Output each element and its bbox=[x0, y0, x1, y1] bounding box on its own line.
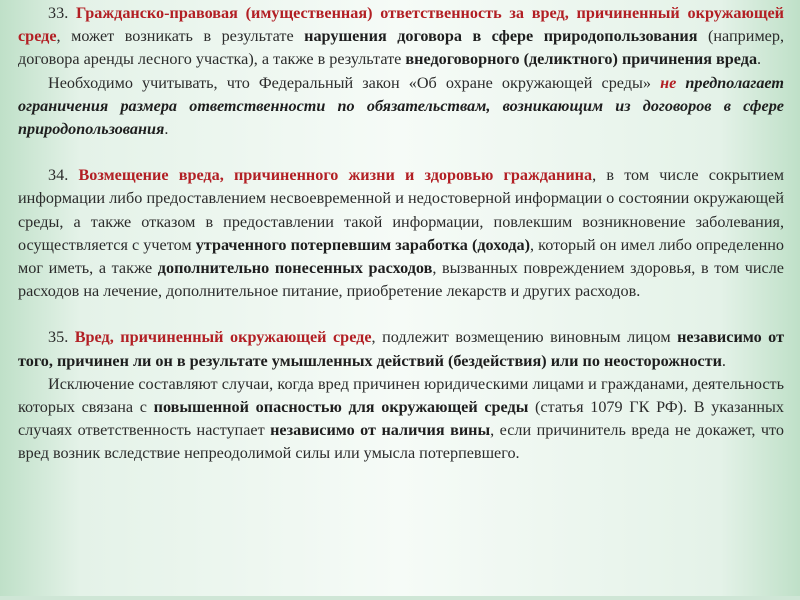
bold-term: внедоговорного (деликтного) причинения вреда bbox=[405, 50, 758, 69]
spacer bbox=[18, 141, 784, 164]
item-number: 33. bbox=[48, 4, 77, 22]
paragraph-33 bbox=[18, 2, 784, 72]
bold-term: независимо от наличия вины bbox=[270, 421, 491, 440]
text: . bbox=[164, 120, 169, 139]
text: (например, договора аренды лесного участка), а также в результате bbox=[18, 27, 785, 69]
text: , может возникать в результате bbox=[56, 27, 305, 46]
spacer bbox=[18, 303, 784, 326]
item-number: 34. bbox=[48, 166, 79, 185]
highlight-term: Гражданско-правовая (имущественная) ответственность за вред, причиненный окружающей среде bbox=[18, 4, 784, 46]
text: Исключение составляют случаи, когда вред причинен юридическими лицами и гражданами, деятельность которых связана с bbox=[18, 374, 784, 417]
text: Необходимо учитывать, что Федеральный закон «Об охране окружающей среды» bbox=[48, 73, 661, 92]
bold-term: повышенной опасностью для окружающей среды bbox=[153, 398, 529, 417]
bold-term: дополнительно понесенных расходов bbox=[157, 259, 433, 278]
paragraph-34 bbox=[18, 164, 784, 303]
bold-term: утраченного потерпевшим заработка (дохода) bbox=[195, 235, 531, 254]
bottom-edge bbox=[0, 596, 800, 600]
text: , который он имел либо определенно мог иметь, а также bbox=[18, 235, 784, 278]
highlight-term: Вред, причиненный окружающей среде bbox=[74, 328, 372, 347]
text: , вызванных повреждением здоровья, в том числе расходов на лечение, дополнительное питание, приобретение лекарств и других расходов. bbox=[18, 259, 784, 301]
text: (статья 1079 ГК РФ). В указанных случаях ответственность наступает bbox=[18, 398, 784, 440]
paragraph-33-note bbox=[18, 72, 784, 142]
paragraph-35 bbox=[18, 326, 784, 372]
bold-italic-term: предполагает ограничения размера ответственности по обязательствам, возникающим из договоров в сфере природопользования bbox=[18, 73, 784, 139]
text: , в том числе сокрытием информации либо предоставлением несвоевременной и недостоверной информации о состоянии окружающей среды, а также отказом в предоставлении такой информации, повлекшим возникновение заболевания, осуществляется с учетом bbox=[18, 166, 785, 254]
text: , если причинитель вреда не докажет, что вред возник вследствие непреодолимой силы или умысла потерпевшего. bbox=[18, 421, 784, 463]
highlight-term: не bbox=[660, 73, 677, 92]
bold-term: независимо от того, причинен ли он в результате умышленных действий (бездействия) или по неосторожности bbox=[18, 328, 785, 370]
text: , подлежит возмещению виновным лицом bbox=[371, 328, 678, 347]
text: . bbox=[757, 50, 762, 69]
paragraph-35-note bbox=[18, 373, 784, 466]
text: . bbox=[721, 351, 726, 370]
highlight-term: Возмещение вреда, причиненного жизни и здоровью гражданина bbox=[78, 166, 593, 185]
item-number: 35. bbox=[48, 328, 75, 347]
bold-term: нарушения договора в сфере природопользования bbox=[304, 27, 698, 46]
